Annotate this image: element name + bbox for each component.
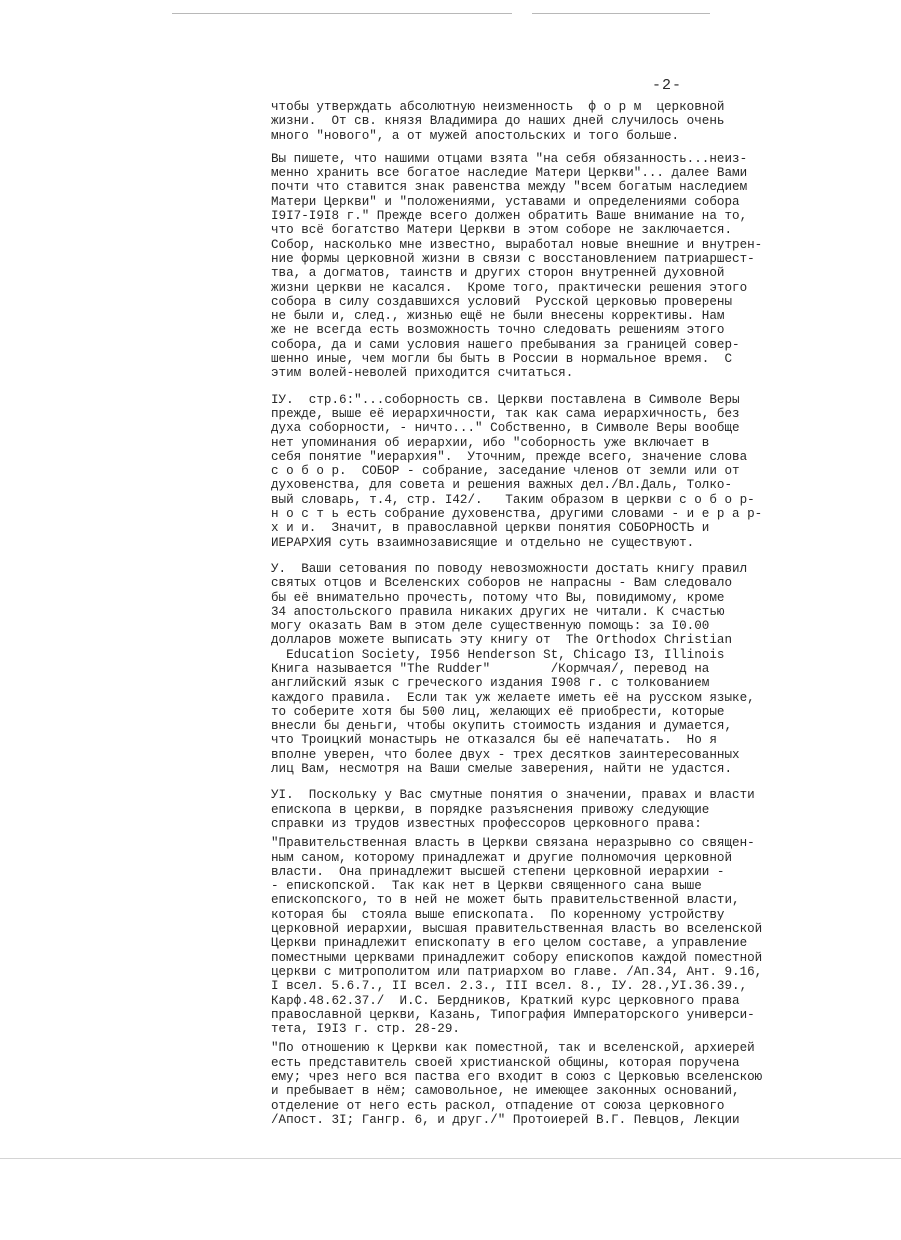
text-line: православной церкви, Казань, Типография Императорского универси- [271,1007,755,1022]
text-line: собора в силу создавшихся условий Русской церковью проверены [271,294,733,309]
text-line: почти что ставится знак равенства между "всем богатым наследием [271,180,748,195]
text-line: каждого правила. Если так уж желаете иметь её на русском языке, [271,690,755,705]
text-line: вый словарь, т.4, стр. I42/. Таким образом в церкви с о б о р- [271,492,755,507]
typescript-body [271,100,846,1136]
text-line: тва, а догматов, таинств и других сторон внутренней духовной [271,266,725,281]
text-line: "Правительственная власть в Церкви связана неразрывно со священ- [271,836,755,851]
text-line: тета, I9I3 г. стр. 28-29. [271,1022,460,1037]
text-line: чтобы утверждать абсолютную неизменность ф о р м церковной [271,100,725,114]
text-line: - епископской. Так как нет в Церкви священного сана выше [271,879,702,894]
paragraph-vi [271,788,846,831]
text-line: этим волей-неволей приходится считаться. [271,366,574,381]
text-line: бы её внимательно прочесть, потому что Вы, повидимому, кроме [271,590,725,605]
paragraph-continuation [271,100,846,143]
text-line: менно хранить все богатое наследие Матери Церкви"... далее Вами [271,166,748,181]
text-line: жизни церкви не касался. Кроме того, практически решения этого [271,280,748,295]
text-line: ным саном, которому принадлежат и другие полномочия церковной [271,850,733,865]
text-line: Вы пишете, что нашими отцами взята "на себя обязанность...неиз- [271,151,748,166]
text-line: есть представитель своей христианской общины, которая поручена [271,1055,740,1070]
text-line: ему; чрез него вся паства его входит в союз с Церковью вселенскою [271,1070,763,1084]
page-number: -2- [652,77,683,94]
paragraph-iv [271,393,846,550]
text-line: ИЕРАРХИЯ суть взаимнозависящие и отдельно не существуют. [271,535,695,550]
text-line: прежде, выше её иерархичности, так как сама иерархичность, без [271,406,740,421]
text-line: не были и, след., жизнью ещё не были внесены коррективы. Нам [271,309,725,324]
text-line: Церкви принадлежит епископату в его целом составе, а управление [271,936,748,951]
text-line: собора, да и сами условия нашего пребывания за границей совер- [271,337,740,352]
text-line: английский язык с греческого издания I908 г. с толкованием [271,676,710,691]
text-line: с о б о р. СОБОР - собрание, заседание членов от земли или от [271,464,740,479]
text-line: справки из трудов известных профессоров церковного права: [271,816,702,831]
text-line: что всё богатство Матери Церкви в этом соборе не заключается. [271,223,733,238]
text-line: Карф.48.62.37./ И.С. Бердников, Краткий курс церковного права [271,993,740,1008]
text-line: же не всегда есть возможность точно следовать решениям этого [271,323,725,338]
text-line: духа соборности, - ничто..." Собственно, в Символе Веры вообще [271,421,740,436]
text-line: духовенства, для совета и решения важных дел./Вл.Даль, Толко- [271,478,733,493]
text-line: внесли бы деньги, чтобы окупить стоимость издания и думается, [271,719,733,734]
text-line: Матери Церкви" и "положениями, уставами и определениями собора [271,194,740,209]
text-line: Education Society, I956 Henderson St, Chicago I3, Illinois [271,647,725,662]
text-line: У. Ваши сетования по поводу невозможности достать книгу правил [271,561,748,576]
text-line: Книга называется "The Rudder" /Кормчая/, перевод на [271,661,710,676]
scan-bottom-margin [0,1158,901,1240]
text-line: святых отцов и Вселенских соборов не напрасны - Вам следовало [271,576,733,591]
text-line: и пребывает в нём; самовольное, не имеющее законных оснований, [271,1084,740,1099]
text-line: IУ. стр.6:"...соборность св. Церкви поставлена в Символе Веры [271,392,740,407]
scan-edge-line [532,13,710,14]
text-line: шенно иные, чем могли бы быть в России в нормальное время. С [271,352,733,367]
scan-edge-line [172,13,512,14]
text-line: то соберите хотя бы 500 лиц, желающих её приобрести, которые [271,704,725,719]
text-line: /Апост. 3I; Гангр. 6, и друг./" Протоиерей В.Г. Певцов, Лекции [271,1112,740,1127]
paragraph-v [271,562,846,776]
text-line: много "нового", а от мужей апостольских и того больше. [271,128,680,143]
text-line: отделение от него есть раскол, отпадение от союза церковного [271,1098,725,1113]
text-line: "По отношению к Церкви как поместной, так и вселенской, архиерей [271,1041,755,1056]
text-line: I всел. 5.6.7., II всел. 2.3., III всел. 8., IУ. 28.,УI.36.39., [271,979,748,994]
text-line: себя понятие "иерархия". Уточним, прежде всего, значение слова [271,449,748,464]
text-line: лиц Вам, несмотря на Ваши смелые заверения, найти не удастся. [271,762,733,777]
text-line: долларов можете выписать эту книгу от The Orthodox Christian [271,633,733,648]
text-line: власти. Она принадлежит высшей степени церковной иерархии - [271,864,725,879]
text-line: I9I7-I9I8 г." Прежде всего должен обратить Ваше внимание на то, [271,209,748,224]
text-line: церковной иерархии, высшая правительственная власть во вселенской [271,922,763,937]
text-line: ние формы церковной жизни в связи с восстановлением патриаршест- [271,251,755,266]
text-line: жизни. От св. князя Владимира до наших дней случилось очень [271,114,725,129]
text-line: могу оказать Вам в этом деле существенную помощь: за I0.00 [271,619,710,634]
text-line: н о с т ь есть собрание духовенства, другими словами - и е р а р- [271,507,763,522]
text-line: поместными церквами принадлежит собору епископов каждой поместной [271,950,763,965]
text-line: церкви с митрополитом или патриархом во главе. /Ап.34, Ант. 9.16, [271,964,763,979]
text-line: которая бы стояла выше епископата. По коренному устройству [271,907,725,922]
text-line: нет упоминания об иерархии, ибо "соборность уже включает в [271,435,710,450]
text-line: УI. Поскольку у Вас смутные понятия о значении, правах и власти [271,788,755,803]
text-line: епископа в церкви, в порядке разъяснения привожу следующие [271,802,710,817]
text-line: вполне уверен, что более двух - трех десятков заинтересованных [271,747,740,762]
paragraph-quote-berdnikov [271,836,846,1036]
paragraph-heritage [271,152,846,381]
text-line: 34 апостольского правила никаких других не читали. К счастью [271,604,725,619]
text-line: епископского, то в ней не может быть правительственной власти, [271,893,740,908]
text-line: что Троицкий монастырь не отказался бы её напечатать. Но я [271,733,717,748]
text-line: х и и. Значит, в православной церкви понятия СОБОРНОСТЬ и [271,521,710,536]
text-line: Собор, насколько мне известно, выработал новые внешние и внутрен- [271,237,763,252]
paragraph-quote-pevtsov [271,1041,846,1127]
